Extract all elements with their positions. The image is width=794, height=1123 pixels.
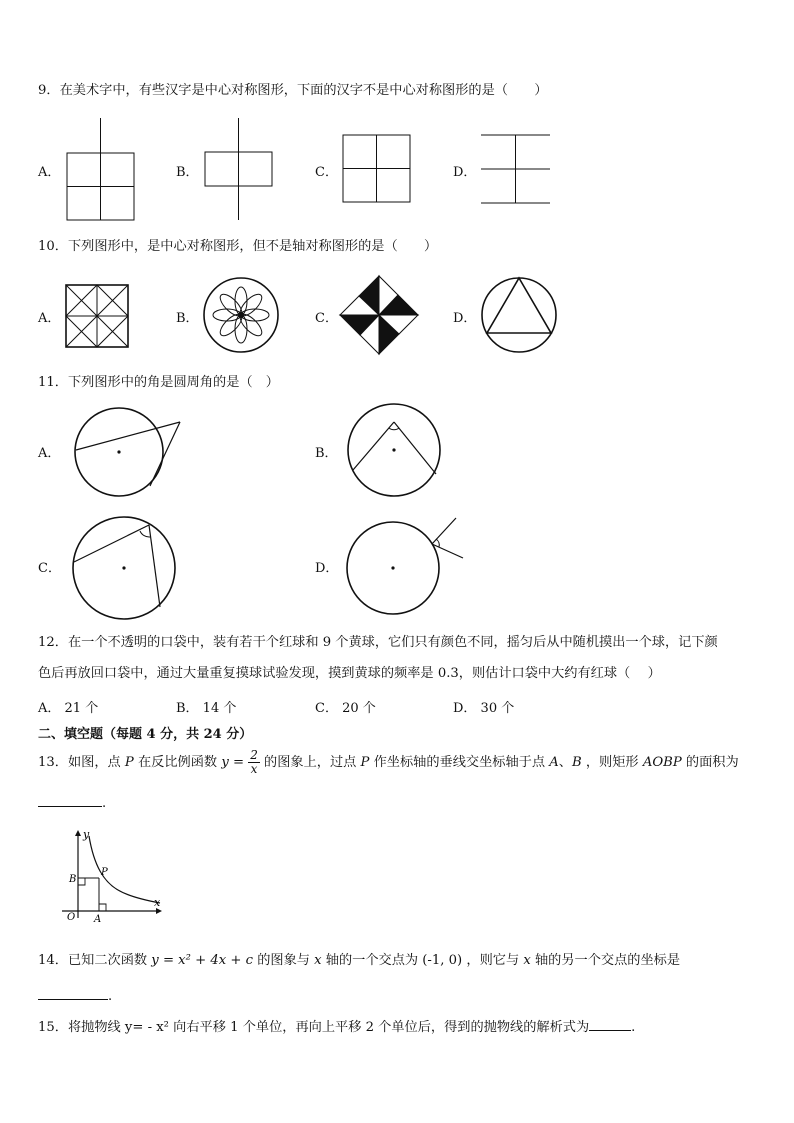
- q14-x1: x: [314, 953, 322, 968]
- q10-figure-a: [64, 283, 130, 349]
- q13-post: 的面积为: [681, 755, 739, 770]
- q9-option-d-label: D．: [453, 165, 477, 180]
- q14-point: (-1, 0): [422, 953, 463, 968]
- q9-figure-a: [66, 118, 136, 222]
- q9-option-c-label: C．: [315, 165, 338, 180]
- graph-label-x: x: [154, 896, 161, 909]
- graph-label-a: A: [94, 914, 102, 925]
- q11-option-a-label: A．: [38, 446, 61, 461]
- q13-mid3: 作坐标轴的垂线交坐标轴于点: [369, 755, 550, 770]
- q11-figure-b: [344, 400, 444, 500]
- q13-y: y: [221, 755, 229, 770]
- q11-figure-c: [70, 515, 178, 621]
- q9-figure-b: [204, 118, 274, 222]
- q11-figure-d: [344, 515, 464, 621]
- q14-mid2: 轴的一个交点为: [321, 953, 423, 968]
- q13-fraction: [248, 749, 260, 776]
- section-heading: 二、填空题（每题 4 分，共 24 分）: [38, 727, 253, 742]
- q13-rect-name: AOBP: [642, 755, 682, 770]
- q14-pre: 14．已知二次函数: [38, 953, 152, 968]
- q13-end: .: [102, 796, 107, 811]
- q14-function: y = x² + 4x + c: [151, 953, 253, 968]
- q13-mid1: 在反比例函数: [133, 755, 222, 770]
- q13-eq: =: [228, 755, 249, 770]
- q14-answer-blank[interactable]: [38, 987, 108, 1000]
- q10-option-c-label: C．: [315, 311, 338, 326]
- q13-fraction-numerator: 2: [250, 748, 258, 762]
- q13-sep: 、: [558, 755, 572, 770]
- q13-point-b: B: [571, 755, 582, 770]
- graph-label-y: y: [83, 828, 90, 841]
- q13-point-p: P: [124, 755, 134, 770]
- q14-mid3: ，则它与: [462, 953, 524, 968]
- q9-figure-c: [342, 134, 412, 204]
- q9-option-b-label: B．: [176, 165, 199, 180]
- q10-option-b-label: B．: [176, 311, 199, 326]
- q10-option-a-label: A．: [38, 311, 61, 326]
- q14-mid1: 的图象与: [253, 953, 315, 968]
- q11-option-c-label: C．: [38, 561, 61, 576]
- q15-answer-blank[interactable]: [589, 1018, 631, 1031]
- q9-figure-d: [480, 134, 552, 206]
- graph-label-o: O: [67, 912, 76, 923]
- q10-figure-d: [478, 276, 560, 356]
- q12-option-d: D． 30 个: [453, 701, 515, 716]
- q14-x2: x: [523, 953, 531, 968]
- q9-stem: 9．在美术字中，有些汉字是中心对称图形，下面的汉字不是中心对称图形的是（ ）: [38, 83, 548, 98]
- q14-stem: [38, 952, 680, 970]
- q15-text: 15．将抛物线 y= - x² 向右平移 1 个单位，再向上平移 2 个单位后，得到的抛物线的解析式为: [38, 1020, 590, 1035]
- q12-stem-line2: 色后再放回口袋中，通过大量重复摸球试验发现，摸到黄球的频率是 0.3，则估计口袋中大约有红球（ ）: [38, 666, 661, 681]
- q13-point-p2: P: [360, 755, 370, 770]
- q13-mid2: 的图象上，过点: [259, 755, 361, 770]
- q13-stem: [38, 745, 739, 781]
- q14-post: 轴的另一个交点的坐标是: [530, 953, 681, 968]
- q14-answer-line: [38, 987, 112, 1004]
- q13-point-a: A: [549, 755, 559, 770]
- graph-label-b: B: [69, 874, 77, 885]
- q13-pre: 13．如图，点: [38, 755, 125, 770]
- q13-graph: [56, 826, 168, 925]
- q9-option-a-label: A．: [38, 165, 61, 180]
- q10-stem: 10．下列图形中，是中心对称图形，但不是轴对称图形的是（ ）: [38, 239, 438, 254]
- q12-option-a: A． 21 个: [38, 701, 99, 716]
- graph-label-p: P: [101, 867, 108, 878]
- q10-figure-b: [202, 275, 280, 355]
- q15-end: .: [631, 1020, 636, 1035]
- q13-answer-blank[interactable]: [38, 794, 102, 807]
- q13-mid4: ，则矩形: [581, 755, 643, 770]
- q11-option-d-label: D．: [315, 561, 339, 576]
- q12-option-b: B． 14 个: [176, 701, 237, 716]
- q11-option-b-label: B．: [315, 446, 338, 461]
- q13-fraction-denominator: x: [250, 762, 258, 776]
- q14-end: .: [108, 989, 113, 1004]
- q10-figure-c: [338, 274, 420, 356]
- q13-answer-line: [38, 794, 106, 811]
- q12-stem-line1: 12．在一个不透明的口袋中，装有若干个红球和 9 个黄球，它们只有颜色不同，摇匀后从中随机摸出一个球，记下颜: [38, 635, 718, 650]
- q11-figure-a: [72, 404, 184, 500]
- q15-stem: [38, 1018, 635, 1037]
- q10-option-d-label: D．: [453, 311, 477, 326]
- q12-option-c: C． 20 个: [315, 701, 376, 716]
- q11-stem: 11．下列图形中的角是圆周角的是（ ）: [38, 375, 279, 390]
